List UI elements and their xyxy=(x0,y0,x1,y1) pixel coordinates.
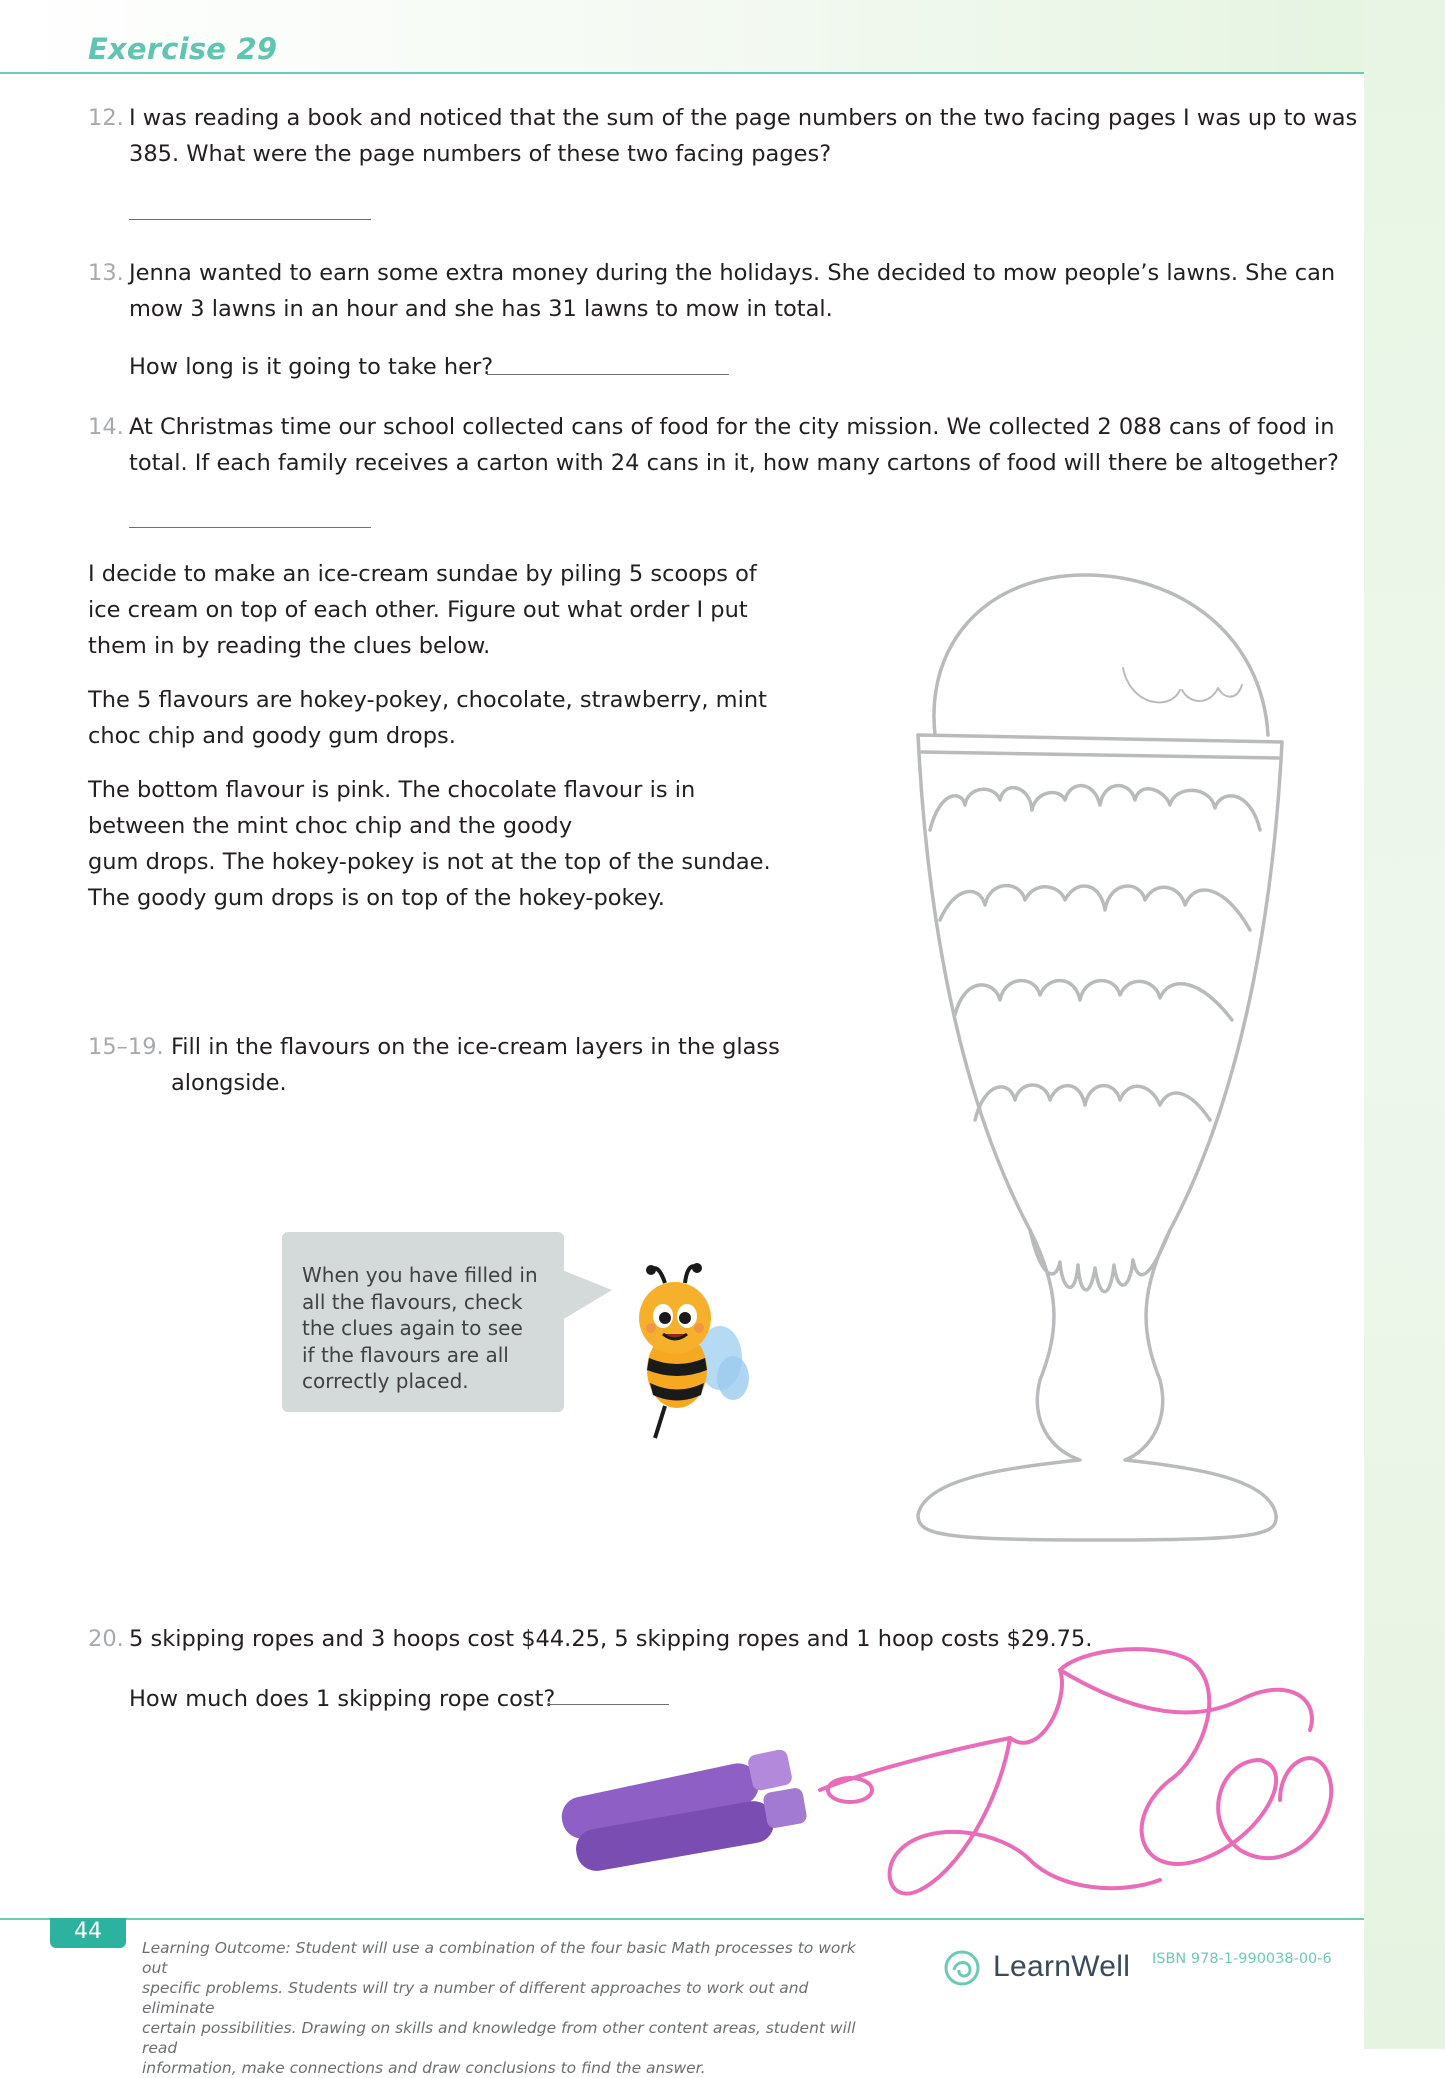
exercise-title: Exercise 29 xyxy=(88,32,278,66)
brand-name: LearnWell xyxy=(993,1950,1131,1983)
question-20-number: 20. xyxy=(88,1626,124,1652)
question-13-line-2: mow 3 lawns in an hour and she has 31 lawns to mow in total. xyxy=(129,296,833,322)
speech-line: the clues again to see xyxy=(302,1316,523,1340)
question-13-number: 13. xyxy=(88,260,124,286)
question-14-number: 14. xyxy=(88,414,124,440)
speech-bubble-text xyxy=(302,1262,552,1395)
question-20-line-1: 5 skipping ropes and 3 hoops cost $44.25, 5 skipping ropes and 1 hoop costs $29.75. xyxy=(129,1626,1093,1652)
puzzle-clue-line: between the mint choc chip and the goody xyxy=(88,813,573,839)
puzzle-clue-line: gum drops. The hokey-pokey is not at the top of the sundae. xyxy=(88,849,771,875)
question-14-answer-line[interactable] xyxy=(129,527,371,528)
sundae-glass-icon[interactable] xyxy=(900,560,1300,1550)
question-12-number: 12. xyxy=(88,105,124,131)
speech-line: all the flavours, check xyxy=(302,1289,523,1314)
page-number: 44 xyxy=(74,1919,102,1944)
puzzle-flavours xyxy=(88,682,778,754)
puzzle-flavours-line: The 5 flavours are hokey-pokey, chocolate, strawberry, mint xyxy=(88,687,767,713)
header-rule xyxy=(0,72,1364,74)
learnwell-logo-icon xyxy=(942,1948,982,1988)
question-13-prompt: How long is it going to take her? xyxy=(129,354,494,380)
speech-line: if the flavours are all xyxy=(302,1342,509,1367)
learning-outcome-line: certain possibilities. Drawing on skills and knowledge from other content areas, student will read xyxy=(142,2019,856,2057)
question-13-answer-line[interactable] xyxy=(487,374,729,375)
question-13-line-1: Jenna wanted to earn some extra money during the holidays. She decided to mow people’s lawns. She can xyxy=(129,260,1336,286)
puzzle-clue-line: The bottom flavour is pink. The chocolate flavour is in xyxy=(88,777,696,803)
isbn: ISBN 978-1-990038-00-6 xyxy=(1152,1951,1332,1967)
puzzle-intro xyxy=(88,556,778,664)
question-14-line-1: At Christmas time our school collected cans of food for the city mission. We collected 2 088 cans of food in xyxy=(129,414,1335,440)
skipping-rope-icon xyxy=(540,1630,1364,1930)
puzzle-clue-line: The goody gum drops is on top of the hokey-pokey. xyxy=(88,885,665,911)
question-12-line-1: I was reading a book and noticed that the sum of the page numbers on the two facing pages I was up to was xyxy=(129,105,1358,131)
learning-outcome xyxy=(142,1938,882,2078)
puzzle-intro-line: ice cream on top of each other. Figure out what order I put xyxy=(88,597,748,623)
question-12-answer-line[interactable] xyxy=(129,219,371,220)
learning-outcome-line: specific problems. Students will try a number of different approaches to work out and eliminate xyxy=(142,1979,809,2017)
side-band xyxy=(1364,0,1445,2049)
learning-outcome-line: Learning Outcome: Student will use a combination of the four basic Math processes to work out xyxy=(142,1939,856,1977)
puzzle-intro-line: them in by reading the clues below. xyxy=(88,633,491,659)
bee-icon xyxy=(625,1258,760,1448)
speech-bubble-tail xyxy=(562,1270,612,1320)
question-12-line-2: 385. What were the page numbers of these two facing pages? xyxy=(129,141,832,167)
puzzle-flavours-line: choc chip and goody gum drops. xyxy=(88,723,456,749)
speech-line: correctly placed. xyxy=(302,1369,469,1393)
question-14-line-2: total. If each family receives a carton with 24 cans in it, how many cartons of food will there be altogether? xyxy=(129,450,1339,476)
puzzle-clues xyxy=(88,772,778,916)
task-line-1: Fill in the flavours on the ice-cream layers in the glass xyxy=(171,1034,780,1060)
learning-outcome-line: information, make connections and draw conclusions to find the answer. xyxy=(142,2059,706,2077)
speech-line: When you have filled in xyxy=(302,1263,538,1287)
task-number: 15–19. xyxy=(88,1034,164,1060)
footer-rule xyxy=(0,1918,1364,1920)
task-line-2: alongside. xyxy=(171,1070,287,1096)
puzzle-intro-line: I decide to make an ice-cream sundae by piling 5 scoops of xyxy=(88,561,757,587)
question-20-prompt: How much does 1 skipping rope cost? xyxy=(129,1686,556,1712)
